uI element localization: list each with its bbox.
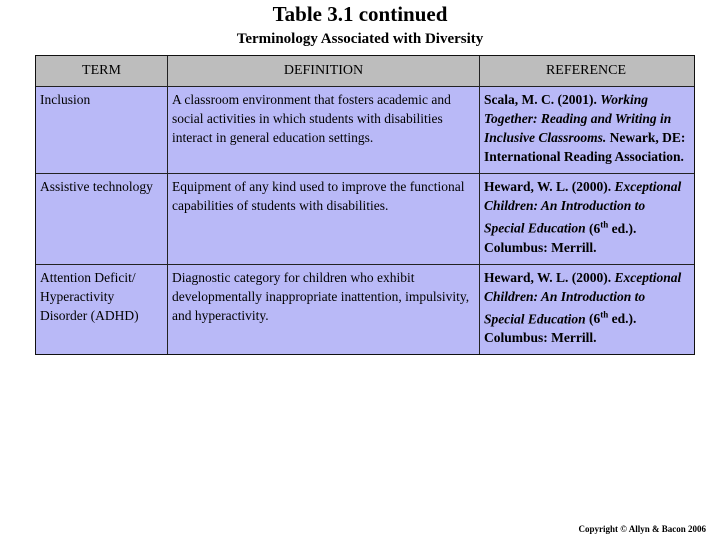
header-definition: DEFINITION xyxy=(168,56,480,86)
term-cell: Assistive technology xyxy=(36,174,168,264)
reference-edition: (6th ed.). xyxy=(589,309,637,326)
page-title: Table 3.1 continued xyxy=(272,2,448,26)
reference-title: Working Together: Reading and Writing in Inclusive Classrooms. xyxy=(484,92,672,145)
copyright-notice: Copyright © Allyn & Bacon 2006 xyxy=(578,524,706,534)
definition-cell: Equipment of any kind used to improve the functional capabilities of students with disabilities. xyxy=(168,174,480,264)
table-row-inclusion xyxy=(36,86,694,173)
reference-author: Scala, M. C. (2001). xyxy=(484,92,597,107)
reference-cell xyxy=(480,87,692,173)
header-reference: REFERENCE xyxy=(545,63,627,78)
reference-title: Exceptional Children: An Introduction to Special Education xyxy=(484,179,682,236)
reference-publisher: Columbus: Merrill. xyxy=(484,330,597,345)
table-row-adhd xyxy=(36,264,694,355)
header-term: TERM xyxy=(36,56,168,86)
definition-cell: Diagnostic category for children who exhibit developmentally inappropriate inattention, impulsivity, and hyperactivity. xyxy=(168,265,480,355)
reference-author: Heward, W. L. (2000). xyxy=(484,179,612,194)
definition-cell: A classroom environment that fosters academic and social activities in which students with disabilities interact in general education settings. xyxy=(168,87,480,173)
reference-cell xyxy=(480,265,692,355)
reference-edition: (6th ed.). xyxy=(589,219,637,236)
term-cell: Inclusion xyxy=(36,87,168,173)
term-cell: Attention Deficit/ Hyperactivity Disorder (ADHD) xyxy=(36,265,168,355)
table-row-assistive-technology xyxy=(36,173,694,264)
reference-title: Exceptional Children: An Introduction to Special Education xyxy=(484,269,682,326)
reference-author: Heward, W. L. (2000). xyxy=(484,269,612,285)
reference-cell xyxy=(480,174,692,264)
reference-publisher: Newark, DE: International Reading Association. xyxy=(484,130,686,164)
terminology-table xyxy=(35,55,695,355)
table-subtitle: Terminology Associated with Diversity xyxy=(236,31,484,47)
reference-publisher: Columbus: Merrill. xyxy=(484,239,597,255)
table-header-row xyxy=(36,56,694,86)
